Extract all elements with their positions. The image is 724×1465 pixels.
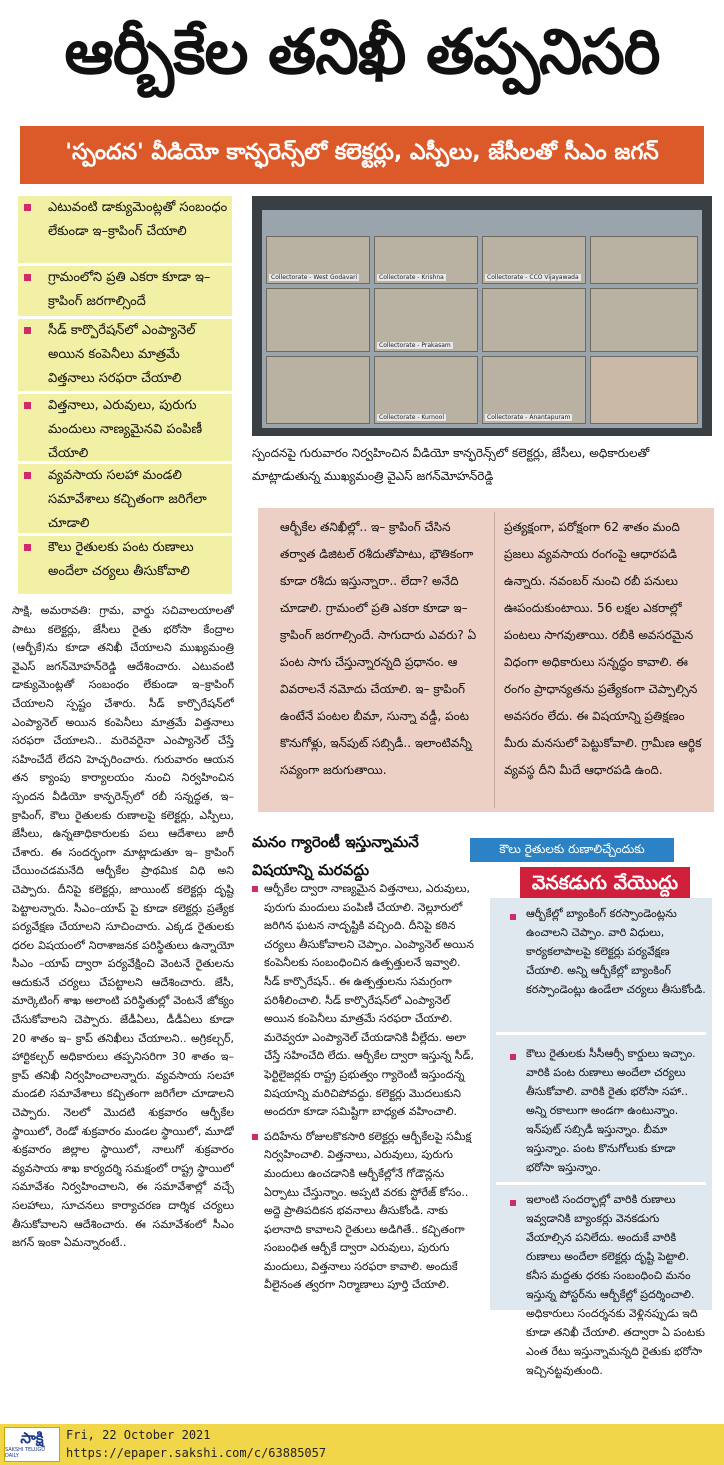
video-tile: Collectorate - West Godavari: [266, 236, 370, 284]
bullet-icon: [252, 886, 258, 892]
highlight-text: విత్తనాలు, ఎరువులు, పురుగు మందులు నాణ్యమైనవి పంపిణీ చేయాలి: [48, 398, 203, 461]
mid-heading: మనం గ్యారెంటీ ఇస్తున్నామనే విషయాన్ని మరవద్దు: [252, 833, 419, 879]
sidebar-item: ఇలాంటి సందర్భాల్లో వారికి రుణాలు ఇవ్వడానికి బ్యాంకర్లు వెనకడుగు వేయాల్సిన పనిలేదు. అందుకే వారికి రుణాలు అందేలా కలెక్టర్లు దృష్టి పెట్టాలి. కనీస మద్దతు ధరకు సంబంధించి మనం ఇస్తున్న పోస్టర్‌ను ఆర్బీకేల్లో ప్రదర్శించాలి. అధికారులు సందర్శనకు వెళ్లినప్పుడు ఇది కూడా తనిఖీ చేయాలి. తద్వారా ఏ పంటకు ఎంత రేటు ఇస్తున్నామన్నది రైతుకు భరోసా ఇచ్చినట్టవుతుంది.: [490, 1190, 712, 1308]
sidebar-item: కౌలు రైతులకు సీసీఆర్సీ కార్డులు ఇచ్చాం. వారికి పంట రుణాలు అందేలా చర్యలు తీసుకోవాలి. వారికి రైతు భరోసా సహా.. అన్ని రకాలుగా అండగా ఉంటున్నాం. ఇన్‌పుట్ సబ్సిడీ ఇస్తున్నాం. బీమా ఇస్తున్నాం. పంట కొనుగోలుకు కూడా భరోసా ఇస్తున్నాం.: [490, 1044, 712, 1180]
chief-minister-tile: [590, 356, 698, 424]
highlight-item: [18, 394, 232, 464]
mid-para: ఆర్బీకేల ద్వారా నాణ్యమైన విత్తనాలు, ఎరువులు, పురుగు మందులు పంపిణీ చేయాలి. నెల్లూరులో జరిగిన ఘటన నాదృష్టికి వచ్చింది. దీనిపై కఠిన చర్యలు తీసుకోవాలని చెప్పాం. ఎంప్యానెల్ అయిన కంపెనీలకు సంబంధించిన ఉత్పత్తులనే ఇవ్వాలి. సీడ్ కార్పొరేషన్.. ఈ ఉత్పత్తులను సమగ్రంగా పరిశీలించాలి. సీడ్ కార్పొరేషన్‌లో ఎంప్యానెల్ అయిన కంపెనీలు మాత్రమే సరఫరా చేయాలి. మరెవ్వరూ ఎంప్యానెల్ చేయడానికి వీల్లేదు. అలా చేస్తే సహించేది లేదు. ఆర్బీకేల ద్వారా ఇస్తున్న సీడ్, ఫెర్టిలైజర్లకు రాష్ట్ర ప్రభుత్వం గ్యారెంటీ ఇస్తుందన్న విషయాన్ని మరిచిపోవద్దు. కలెక్టర్లు మొదలుకుని అందరూ కూడా సమిష్టిగా బాధ్యత వహించాలి.: [252, 880, 478, 1122]
bullet-icon: [24, 327, 31, 334]
highlight-text: సీడ్ కార్పొరేషన్‌లో ఎంప్యానెల్ అయిన కంపెనీలు మాత్రమే విత్తనాలు సరఫరా చేయాలి: [48, 323, 196, 386]
video-tile: [266, 288, 370, 352]
mid-para: పదిహేను రోజులకొకసారి కలెక్టర్లు ఆర్బీకేలపై సమీక్ష నిర్వహించాలి. విత్తనాలు, ఎరువులు, పురుగు మందులు ఉంచడానికి ఆర్బీకేల్లోనే గోడౌన్లను ఏర్పాటు చేస్తున్నాం. అప్పటి వరకు స్టోరేజ్ కోసం.. అద్దె ప్రాతిపదికన భవనాలు తీసుకోండి. నాకు ఫలానాది కావాలని రైతులు అడిగితే.. కచ్చితంగా సంబంధిత ఆర్బీకే ద్వారా ఎరువులు, పురుగు మందులు, విత్తనాలు సరఫరా కావాలి. అందుకే వీలైనంత త్వరగా నిర్మాణాలు పూర్తి చేయాలి.: [252, 1128, 478, 1295]
divider: [496, 1182, 706, 1185]
video-tile: Collectorate - CCO Vijayawada: [482, 236, 586, 284]
video-tile: [266, 356, 370, 424]
sidebar-item: ఆర్బీకేల్లో బ్యాంకింగ్ కరస్పాండెంట్లను ఉంచాలని చెప్పాం. వారి విధులు, కార్యకలాపాలపై కలెక్టర్లు పర్యవేక్షణ చేయాలి. అన్ని ఆర్బీకేల్లో బ్యాంకింగ్ కరస్పాండెంట్లు ఉండేలా చర్యలు తీసుకోండి.: [490, 904, 712, 1030]
tag-bottom: వెనకడుగు వేయొద్దు: [520, 867, 690, 903]
bullet-icon: [24, 544, 31, 551]
highlight-item: [18, 266, 232, 319]
highlight-item: [18, 536, 232, 594]
highlight-text: వ్యవసాయ సలహా మండలి సమావేశాలు కచ్చితంగా జరిగేలా చూడాలి: [48, 468, 207, 531]
tag-top: కౌలు రైతులకు రుణాలిచ్చేందుకు: [470, 838, 674, 862]
bullet-icon: [510, 1200, 516, 1206]
bullet-icon: [24, 204, 31, 211]
video-tile: [590, 236, 698, 284]
publish-date: Fri, 22 October 2021: [66, 1428, 211, 1442]
highlight-text: ఎటువంటి డాక్యుమెంట్లతో సంబంధం లేకుండా ఇ–క్రాపింగ్ చేయాలి: [48, 200, 228, 239]
bullet-icon: [510, 1054, 516, 1060]
conference-screen: [262, 210, 702, 428]
video-tile: [482, 288, 586, 352]
quote-box: [258, 508, 714, 812]
video-tile: Collectorate - Prakasam: [374, 288, 478, 352]
video-conference-photo: [252, 196, 712, 436]
video-tile: Collectorate - Anantapuram: [482, 356, 586, 424]
quote-right: ప్రత్యక్షంగా, పరోక్షంగా 62 శాతం మంది ప్రజలు వ్యవసాయ రంగంపై ఆధారపడి ఉన్నారు. నవంబర్ నుంచి రబీ పనులు ఊపందుకుంటాయి. 56 లక్షల ఎకరాల్లో పంటలు సాగవుతాయి. రబీకి అవసరమైన విధంగా అధికారులు సన్నద్ధం కావాలి. ఈ రంగం ప్రాధాన్యతను ప్రత్యేకంగా చెప్పాల్సిన అవసరం లేదు. ఈ విషయాన్ని ప్రతిక్షణం మీరు మనసులో పెట్టుకోవాలి. గ్రామీణ ఆర్థిక వ్యవస్థ దీని మీదే ఆధారపడి ఉంది.: [504, 520, 702, 777]
epaper-link[interactable]: https://epaper.sakshi.com/c/63885057: [66, 1446, 327, 1460]
photo-caption: స్పందనపై గురువారం నిర్వహించిన వీడియో కాన్ఫరెన్స్‌లో కలెక్టర్లు, జేసీలు, అధికారులతో మాట్లాడుతున్న ముఖ్యమంత్రి వైఎస్ జగన్‌మోహన్‌రెడ్డి: [252, 446, 650, 483]
video-tile: Collectorate - Krishna: [374, 236, 478, 284]
highlight-item: [18, 464, 232, 536]
sidebar-box: [490, 898, 712, 1377]
bullet-icon: [24, 472, 31, 479]
headline: ఆర్బీకేల తనిఖీ తప్పనిసరి: [64, 15, 660, 88]
bullet-icon: [24, 274, 31, 281]
footer: [0, 1424, 724, 1465]
divider: [496, 1032, 706, 1035]
highlights-box: [18, 196, 232, 594]
bullet-icon: [252, 1134, 258, 1140]
video-tile: Collectorate - Kurnool: [374, 356, 478, 424]
bullet-icon: [24, 402, 31, 409]
highlight-item: [18, 319, 232, 394]
left-story: సాక్షి, అమరావతి: గ్రామ, వార్డు సచివాలయాలతో పాటు కలెక్టర్లు, జేసీలు రైతు భరోసా కేంద్రాల (ఆర్బీకే)ను కూడా తనిఖీ చేయాలని ముఖ్యమంత్రి వైఎస్ జగన్‌మోహన్‌రెడ్డి ఆదేశించారు. ఎటువంటి డాక్యుమెంట్లతో సంబంధం లేకుండా ఇ–క్రాపింగ్ చేయాలని స్పష్టం చేశారు. సీడ్ కార్పొరేషన్‌లో ఎంప్యానెల్ అయిన కంపెనీలు మాత్రమే విత్తనాలు సరఫరా చేయాలని.. మరెవరైనా ఎంప్యానెల్ చేస్తే సహించేదే లేదని హెచ్చరించారు. గురువారం ఆయన తన క్యాంపు కార్యాలయం నుంచి నిర్వహించిన స్పందన వీడియో కాన్ఫరెన్స్‌లో రబీ సన్నద్ధత, ఇ–క్రాపింగ్, కౌలు రైతులకు రుణాలపై కలెక్టర్లు, ఎస్పీలు, జేసీలు, ఉన్నతాధికారులకు పలు ఆదేశాలు జారీ చేశారు. ఈ సందర్భంగా మాట్లాడుతూ ఇ– క్రాపింగ్ చేయించడమనేది ఆర్బీకేల ప్రాథమిక విధి అని చెప్పారు. దీనిపై కలెక్టర్లు, జాయింట్ కలెక్టర్లు దృష్టి పెట్టాలన్నారు. సీఎం–యాప్ పై కూడా కలెక్టర్లు ప్రత్యేక పర్యవేక్షణ చేయాలని సూచించారు. ఎక్కడ రైతులకు ధరల విషయంలో నిరాశాజనక పరిస్థితులు ఉన్నాయో సీఎం –యాప్ ద్వారా పర్యవేక్షించి వెంటనే రైతులను ఆదుకునే చర్యలు చేపట్టాలని ఆదేశించారు. జేసీ, మార్కెటింగ్ శాఖ అలాంటి పరిస్థితుల్లో వెంటనే జోక్యం చేసుకోవాలని చెప్పారు. జేడీఏలు, డీడీఏలు కూడా 20 శాతం ఇ– క్రాప్ తనిఖీలు చేయాలని.. అగ్రికల్చర్, హార్టికల్చర్ అధికారులు తప్పనిసరిగా 30 శాతం ఇ–క్రాప్ తనిఖీ నిర్వహించాలన్నారు. వ్యవసాయ సలహా మండలి సమావేశాలు కచ్చితంగా జరిగేలా చూడాలని చెప్పారు. నెలలో మొదటి శుక్రవారం ఆర్బీకేల స్థాయిలో, రెండో శుక్రవారం మండల స్థాయిలో, మూడో శుక్రవారం జిల్లాల స్థాయిలో, నాలుగో శుక్రవారం వ్యవసాయ శాఖ కార్యదర్శి సమక్షంలో రాష్ట్ర స్థాయిలో సమావేశం నిర్వహించాలని, ఈ సమావేశాల్లో వచ్చే సలహాలు, సూచనలు కార్యాచరణ దార్శిక చర్యలు తీసుకోవాలని ఆదేశించారు. ఈ సమావేశంలో సీఎం జగన్ ఇంకా ఏమన్నారంటే..: [12, 604, 234, 1250]
mid-story: [252, 880, 478, 1418]
column-divider: [494, 512, 495, 808]
bullet-icon: [510, 914, 516, 920]
video-tile: [590, 288, 698, 352]
highlight-item: [18, 196, 232, 266]
highlight-text: గ్రామంలోని ప్రతి ఎకరా కూడా ఇ– క్రాపింగ్ జరగాల్సిందే: [48, 270, 211, 309]
sakshi-logo[interactable]: సాక్షి SAKSHI TELUGU DAILY: [4, 1427, 60, 1462]
quote-left: ఆర్బీకేల తనిఖీల్లో.. ఇ– క్రాపింగ్ చేసిన తర్వాత డిజిటల్ రశీదుతోపాటు, భౌతికంగా కూడా రశీదు ఇస్తున్నారా.. లేదా? అనేది చూడాలి. గ్రామంలో ప్రతి ఎకరా కూడా ఇ– క్రాపింగ్ జరగాల్సిందే. సాగుదారు ఎవరు? ఏ పంట సాగు చేస్తున్నారన్నది ప్రధానం. ఆ వివరాలనే నమోదు చేయాలి. ఇ– క్రాపింగ్ ఉంటేనే పంటల బీమా, సున్నా వడ్డీ, పంట కొనుగోళ్లు, ఇన్‌పుట్ సబ్సిడీ.. ఇలాంటివన్నీ సవ్యంగా జరుగుతాయి.: [280, 520, 477, 777]
subheadline: 'స్పందన' వీడియో కాన్ఫరెన్స్‌లో కలెక్టర్లు, ఎస్పీలు, జేసీలతో సీఎం జగన్: [20, 126, 704, 184]
highlight-text: కౌలు రైతులకు పంట రుణాలు అందేలా చర్యలు తీసుకోవాలి: [48, 540, 194, 579]
footer-meta: [66, 1426, 326, 1462]
